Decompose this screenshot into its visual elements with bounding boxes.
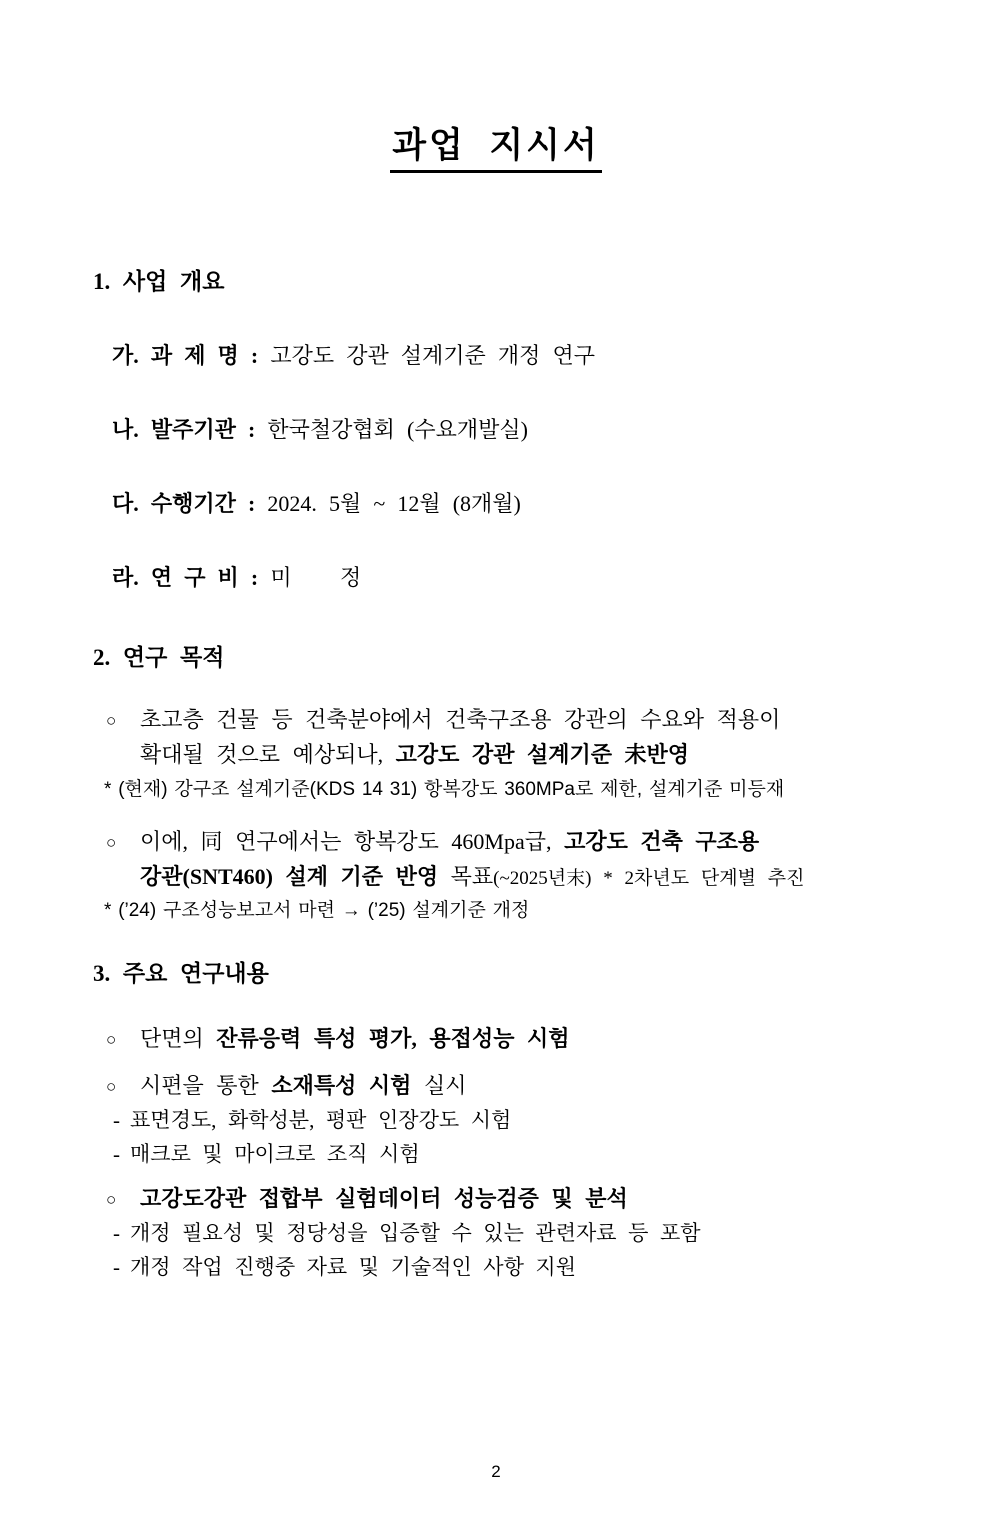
circle-bullet-icon: ○ <box>106 833 117 852</box>
document-page <box>0 118 992 1521</box>
dash-bullet-icon: - <box>113 1108 120 1132</box>
field-budget <box>112 563 992 593</box>
sub-item-revision-support <box>0 1251 992 1284</box>
circle-bullet-icon: ○ <box>106 1030 117 1049</box>
sub-item-text: 매크로 및 마이크로 조직 시험 <box>130 1142 420 1166</box>
bullet-line: 단면의 잔류응력 특성 평가, 용접성능 시험 <box>140 1026 570 1051</box>
footnote-yearly-plan: * (’24) 구조성능보고서 마련 → (’25) 설계기준 개정 <box>104 900 530 921</box>
circle-bullet-icon: ○ <box>106 1077 117 1096</box>
field-value: 미 정 <box>270 565 362 590</box>
bullet-line: 강관(SNT460) 설계 기준 반영 목표(~2025년末) * 2차년도 단계별 추진 <box>140 864 805 889</box>
sub-item-text: 표면경도, 화학성분, 평판 인장강도 시험 <box>130 1108 512 1132</box>
sub-item-macro-micro <box>0 1138 992 1171</box>
field-period <box>112 489 992 519</box>
field-value: 고강도 강관 설계기준 개정 연구 <box>270 343 596 368</box>
bullet-line: 고강도강관 접합부 실험데이터 성능검증 및 분석 <box>140 1186 628 1211</box>
sub-item-text: 개정 작업 진행중 자료 및 기술적인 사항 지원 <box>130 1255 576 1279</box>
page-title-text: 과업 지시서 <box>390 126 602 173</box>
field-label: 라. 연 구 비 <box>112 565 239 590</box>
dash-bullet-icon: - <box>113 1142 120 1166</box>
bullet-residual-stress-test <box>0 1021 992 1056</box>
field-colon: : <box>235 491 268 516</box>
bullet-joint-data-verification <box>0 1181 992 1216</box>
bullet-line: 초고층 건물 등 건축분야에서 건축구조용 강관의 수요와 적용이 <box>140 707 781 732</box>
field-project-name <box>112 341 992 371</box>
page-number: 2 <box>491 1462 501 1481</box>
bullet-line: 이에, 同 연구에서는 항복강도 460Mpa급, 고강도 건축 구조용 <box>140 829 760 854</box>
bullet-material-test <box>0 1068 992 1103</box>
sub-item-surface-hardness <box>0 1104 992 1137</box>
section-1-heading: 1. 사업 개요 <box>93 269 225 294</box>
section-3-heading: 3. 주요 연구내용 <box>93 961 269 986</box>
dash-bullet-icon: - <box>113 1221 120 1245</box>
bullet-demand-expansion <box>0 702 992 772</box>
sub-item-text: 개정 필요성 및 정당성을 입증할 수 있는 관련자료 등 포함 <box>130 1221 701 1245</box>
field-colon: : <box>238 565 271 590</box>
sub-item-revision-evidence <box>0 1217 992 1250</box>
bullet-design-standard-goal <box>0 824 992 896</box>
footnote-current-standard: * (현재) 강구조 설계기준(KDS 14 31) 항복강도 360MPa로 제한, 설계기준 미등재 <box>104 779 785 800</box>
page-title <box>0 118 992 168</box>
bullet-line: 확대될 것으로 예상되나, 고강도 강관 설계기준 未반영 <box>140 742 690 767</box>
field-label: 가. 과 제 명 <box>112 343 239 368</box>
dash-bullet-icon: - <box>113 1255 120 1279</box>
circle-bullet-icon: ○ <box>106 711 117 730</box>
section-2-heading: 2. 연구 목적 <box>93 645 225 670</box>
circle-bullet-icon: ○ <box>106 1190 117 1209</box>
field-colon: : <box>235 417 268 442</box>
field-ordering-agency <box>112 415 992 445</box>
field-label: 다. 수행기간 <box>112 491 236 516</box>
field-value: 한국철강협회 (수요개발실) <box>267 417 528 442</box>
field-label: 나. 발주기관 <box>112 417 236 442</box>
field-colon: : <box>238 343 271 368</box>
bullet-line: 시편을 통한 소재특성 시험 실시 <box>140 1073 467 1098</box>
field-value: 2024. 5월 ~ 12월 (8개월) <box>267 491 521 516</box>
